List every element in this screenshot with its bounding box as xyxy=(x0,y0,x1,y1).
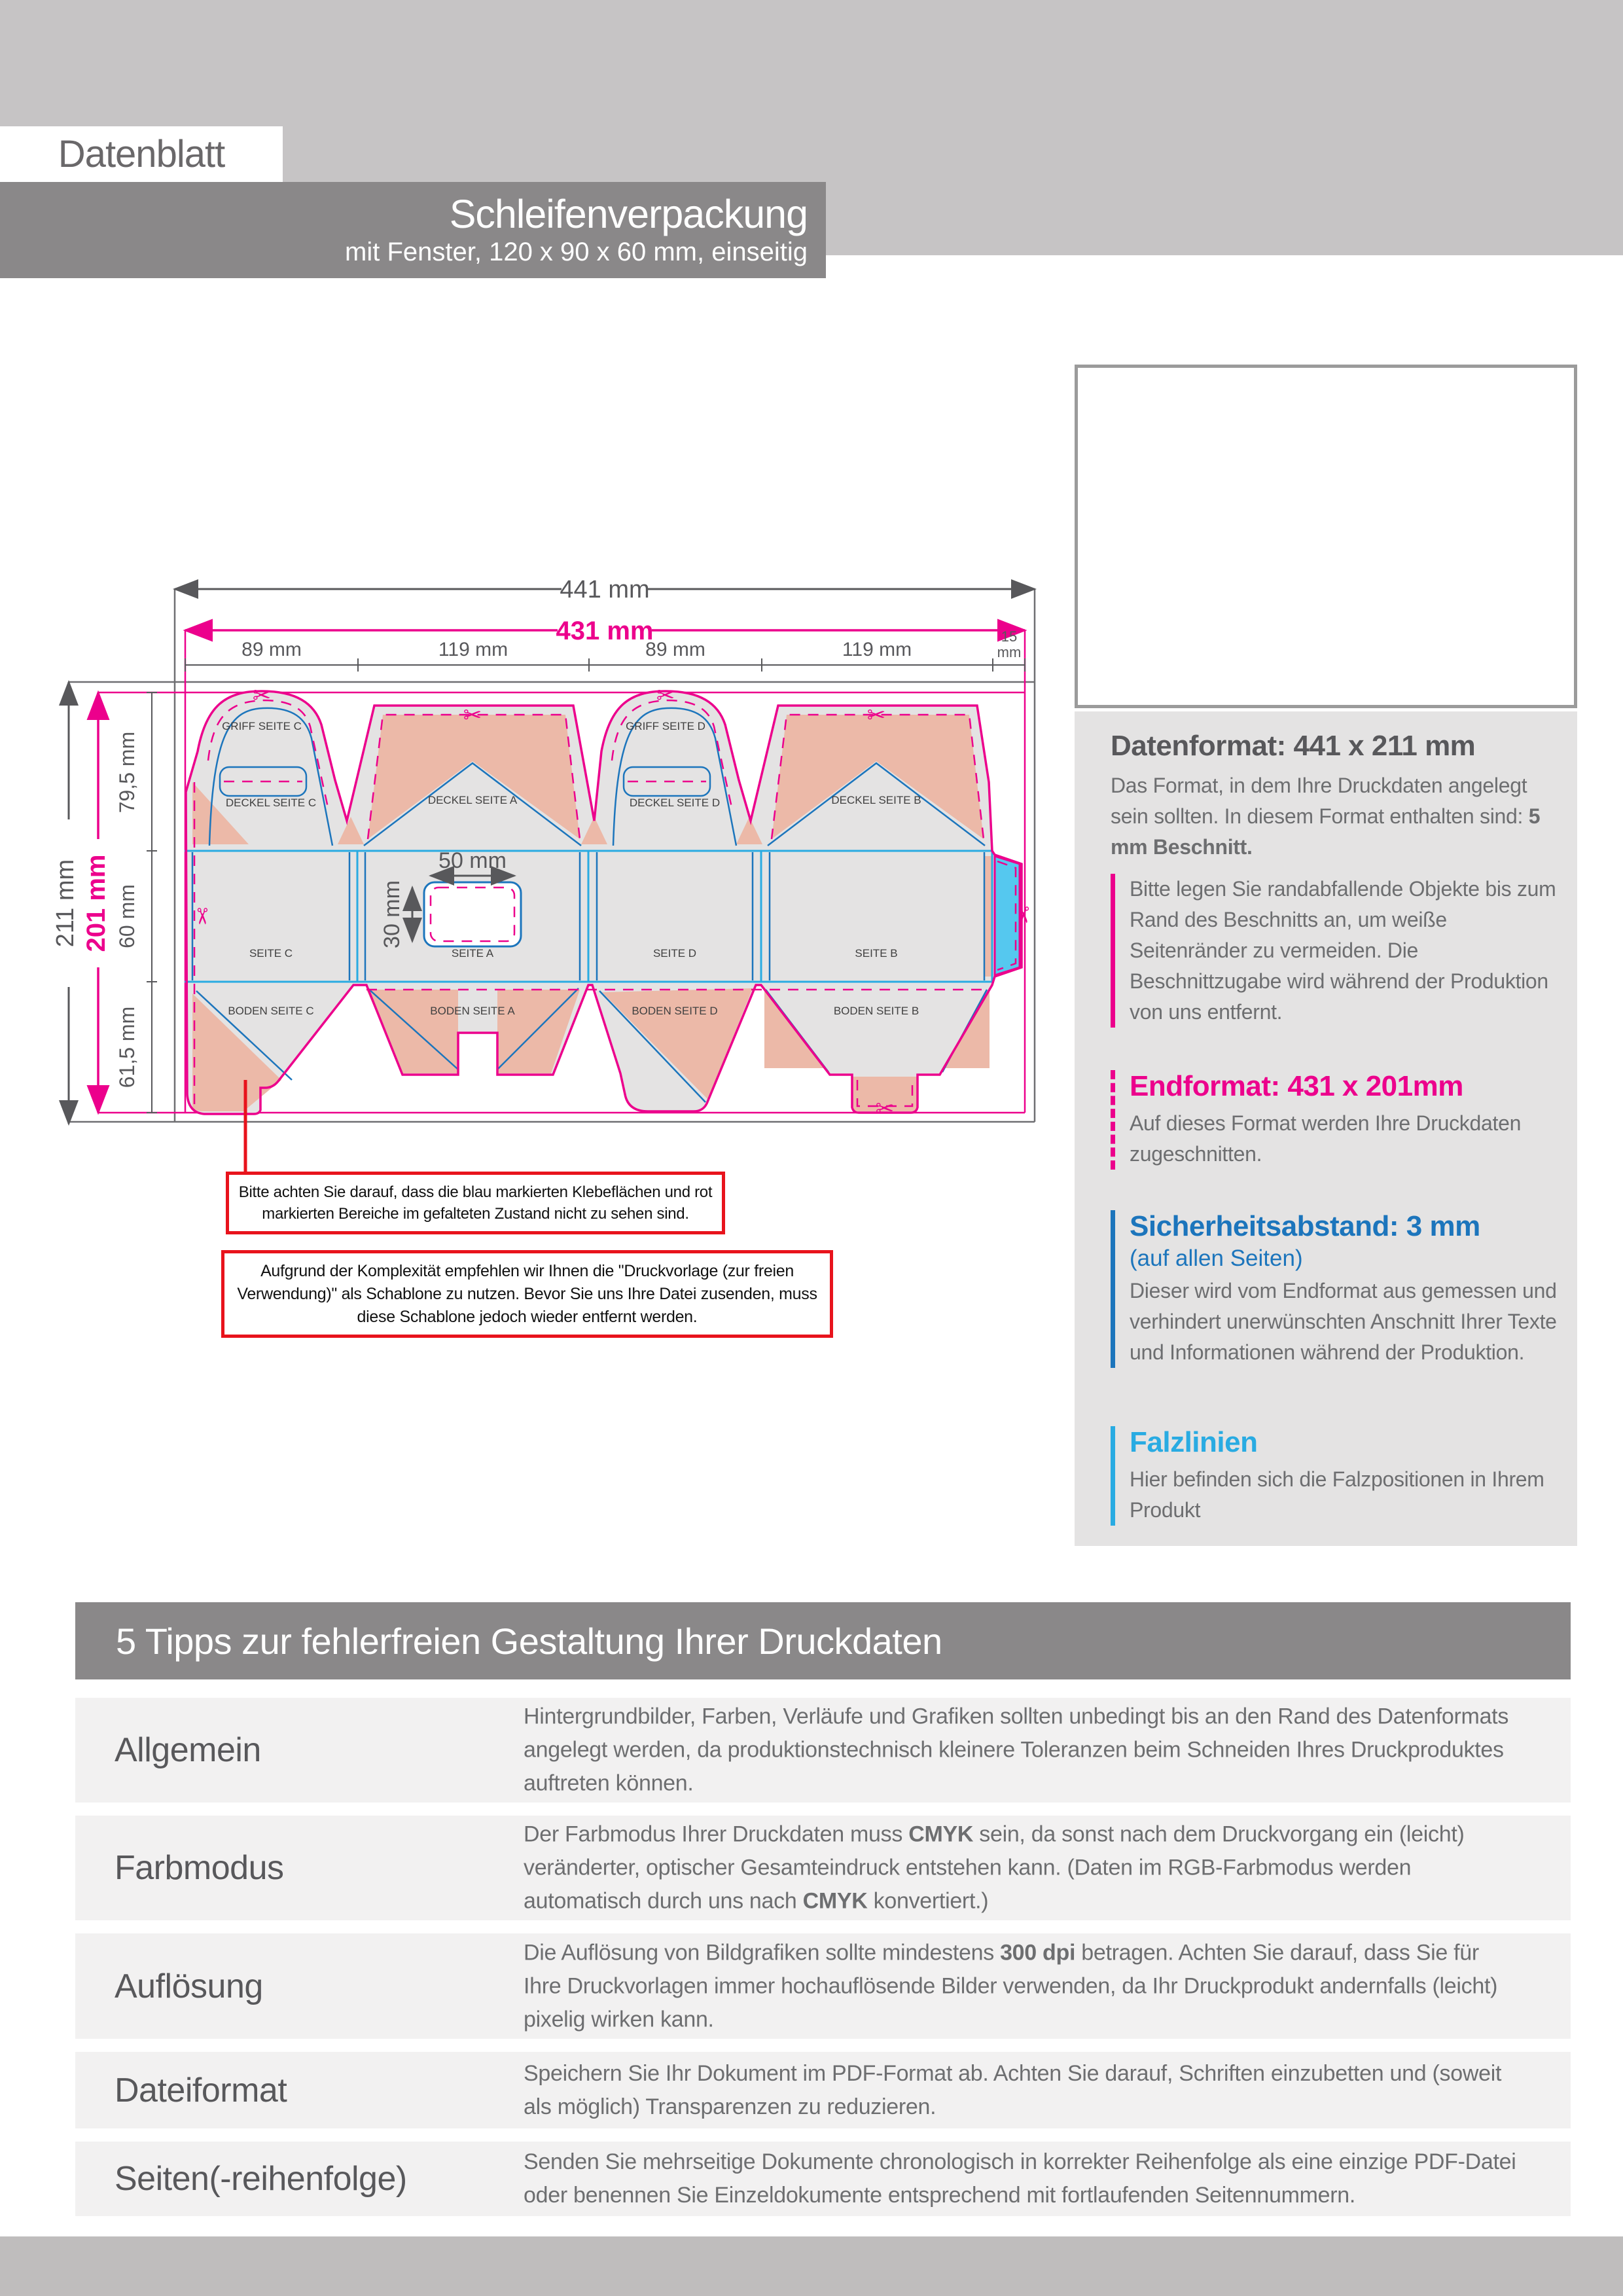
sicherheitsabstand-text: Dieser wird vom Endformat aus gemessen und verhindert unerwünschten Anschnitt Ihrer Texte und Informationen während der Produktion. xyxy=(1130,1279,1557,1364)
dim-seg: 79,5 mm xyxy=(115,731,139,814)
tip-row-dateiformat xyxy=(75,2052,1571,2128)
dim-end-height: 201 mm xyxy=(82,854,111,952)
panel-label: GRIFF SEITE D xyxy=(626,720,705,732)
panel-label: DECKEL SEITE B xyxy=(831,794,921,806)
panel-label: SEITE C xyxy=(249,947,293,960)
tip-text: betragen. Achten Sie darauf, dass Sie für Ihre Druckvorlagen immer hochauflösende Bilder verwenden, da Ihr Druckprodukt andernfalls (leicht) pixelig wirken kann. xyxy=(524,1940,1498,2032)
panel-label: SEITE D xyxy=(652,947,697,960)
tip-row-seitenreihenfolge xyxy=(75,2142,1571,2216)
dim-seg: 61,5 mm xyxy=(115,1006,139,1088)
scissors-icon: ✂ xyxy=(189,906,214,926)
datenformat-text: Das Format, in dem Ihre Druckdaten angelegt sein sollten. In diesem Format enthalten sind: xyxy=(1111,774,1529,828)
datenblatt-label: Datenblatt xyxy=(58,133,225,175)
datenformat-title: Datenformat: 441 x 211 mm xyxy=(1111,730,1476,762)
tip-row-aufloesung xyxy=(75,1933,1571,2039)
sicherheitsabstand-title: Sicherheitsabstand: 3 mm xyxy=(1130,1210,1480,1242)
template-note-box xyxy=(221,1250,833,1338)
bleed-note-text: Bitte legen Sie randabfallende Objekte bis zum Rand des Beschnitts an, um weiße Seitenränder zu vermeiden. Die Beschnittzugabe wird während der Produktion von uns entfernt. xyxy=(1130,877,1556,1024)
scissors-icon: ✂ xyxy=(875,1096,895,1121)
dim-seg: 60 mm xyxy=(115,884,139,948)
dimension-width xyxy=(175,576,1035,694)
tips-header-band xyxy=(75,1602,1571,1679)
endformat-section xyxy=(1111,1070,1561,1170)
tip-row-farbmodus xyxy=(75,1816,1571,1920)
endformat-text: Auf dieses Format werden Ihre Druckdaten zugeschnitten. xyxy=(1130,1111,1522,1166)
panel-label: DECKEL SEITE D xyxy=(629,797,721,809)
dim-seg-last-unit: mm xyxy=(997,644,1022,660)
dim-seg-last: 15 xyxy=(1001,628,1018,645)
dim-total-height: 211 mm xyxy=(52,859,79,948)
dim-end-width: 431 mm xyxy=(556,617,654,645)
zoom-detail-box xyxy=(1075,365,1577,708)
glue-note-text: Bitte achten Sie darauf, dass die blau markierten Klebeflächen und rot markierten Bereiche im gefalteten Zustand nicht zu sehen sind. xyxy=(238,1183,713,1223)
tip-text: Der Farbmodus Ihrer Druckdaten muss xyxy=(524,1821,909,1847)
footer-band xyxy=(0,2236,1623,2296)
panel-label: SEITE B xyxy=(855,947,898,960)
tip-label: Seiten(-reihenfolge) xyxy=(115,2160,407,2198)
scissors-icon: ✂ xyxy=(1010,905,1035,925)
tip-text: Speichern Sie Ihr Dokument im PDF-Format ab. Achten Sie darauf, Schriften einzubetten und (soweit als möglich) Transparenzen zu reduzieren. xyxy=(524,2060,1502,2119)
falzlinien-text: Hier befinden sich die Falzpositionen in Ihrem Produkt xyxy=(1130,1467,1544,1522)
falzlinien-title: Falzlinien xyxy=(1130,1426,1258,1458)
product-subtitle: mit Fenster, 120 x 90 x 60 mm, einseitig xyxy=(345,237,808,266)
tip-text-bold: 300 dpi xyxy=(1000,1940,1076,1965)
scissors-icon: ✂ xyxy=(866,703,886,728)
dim-seg: 119 mm xyxy=(842,639,912,660)
tip-text: sein, da sonst nach dem Druckvorgang ein (leicht) veränderter, optischer Gesamteindruck entstehen kann. (Daten im RGB-Farbmodus werden automatisch durch uns nach xyxy=(524,1821,1465,1914)
tips-title: 5 Tipps zur fehlerfreien Gestaltung Ihrer Druckdaten xyxy=(116,1620,942,1662)
panel-label: BODEN SEITE C xyxy=(228,1005,314,1017)
dim-total-width: 441 mm xyxy=(560,576,650,603)
falzlinien-section xyxy=(1111,1426,1561,1526)
tip-text: Hintergrundbilder, Farben, Verläufe und Grafiken sollten unbedingt bis an den Rand des Datenformats angelegt werden, da produktionstechnisch kleinere Toleranzen beim Schneiden Ihres Druckproduktes auftreten können. xyxy=(524,1704,1509,1796)
tip-text: konvertiert.) xyxy=(867,1888,989,1914)
dim-seg: 119 mm xyxy=(438,639,508,660)
panel-label: BODEN SEITE D xyxy=(632,1005,718,1017)
endformat-title: Endformat: 431 x 201mm xyxy=(1130,1070,1463,1102)
glue-note-box xyxy=(226,1172,725,1234)
panel-label: SEITE A xyxy=(451,947,494,960)
panel-label: BODEN SEITE B xyxy=(833,1005,919,1017)
product-title: Schleifenverpackung xyxy=(449,191,808,236)
tip-label: Allgemein xyxy=(115,1731,261,1769)
scissors-icon: ✂ xyxy=(656,683,675,708)
tip-text: Senden Sie mehrseitige Dokumente chronologisch in korrekter Reihenfolge als eine einzige PDF-Datei oder benennen Sie Einzeldokumente entsprechend mit fortlaufenden Seitennummern. xyxy=(524,2149,1516,2208)
tip-label: Farbmodus xyxy=(115,1849,284,1887)
window-cutout xyxy=(424,882,521,946)
template-note-text: Aufgrund der Komplexität empfehlen wir Ihnen die "Druckvorlage (zur freien Verwendung)" als Schablone zu nutzen. Bevor Sie uns Ihre Datei zusenden, muss diese Schablone jedoch wieder entfernt werden. xyxy=(237,1261,817,1326)
tip-row-allgemein xyxy=(75,1698,1571,1803)
tip-label: Dateiformat xyxy=(115,2071,287,2109)
dimension-height xyxy=(52,682,157,1124)
bleed-note-section xyxy=(1111,874,1561,1028)
dim-window-height: 30 mm xyxy=(380,880,404,948)
dim-window-width: 50 mm xyxy=(438,848,507,873)
scissors-icon: ✂ xyxy=(252,683,272,708)
panel-label: GRIFF SEITE C xyxy=(222,720,302,732)
datenformat-bold: 5 mm Beschnitt. xyxy=(1111,804,1541,859)
tip-label: Auflösung xyxy=(115,1967,263,2005)
tip-text: Die Auflösung von Bildgrafiken sollte mindestens xyxy=(524,1940,1001,1965)
panel-label: DECKEL SEITE A xyxy=(427,794,518,806)
panel-label: BODEN SEITE A xyxy=(430,1005,515,1017)
datenformat-section xyxy=(1111,730,1543,863)
sicherheitsabstand-section xyxy=(1111,1210,1561,1368)
tip-text-bold: CMYK xyxy=(908,1821,974,1847)
scissors-icon: ✂ xyxy=(463,703,482,728)
dim-seg: 89 mm xyxy=(241,639,302,660)
tip-text-bold: CMYK xyxy=(802,1888,868,1914)
info-panel xyxy=(1075,711,1577,1546)
panel-label: DECKEL SEITE C xyxy=(225,797,317,809)
sicherheitsabstand-subtitle: (auf allen Seiten) xyxy=(1130,1246,1303,1271)
dim-seg: 89 mm xyxy=(645,639,705,660)
